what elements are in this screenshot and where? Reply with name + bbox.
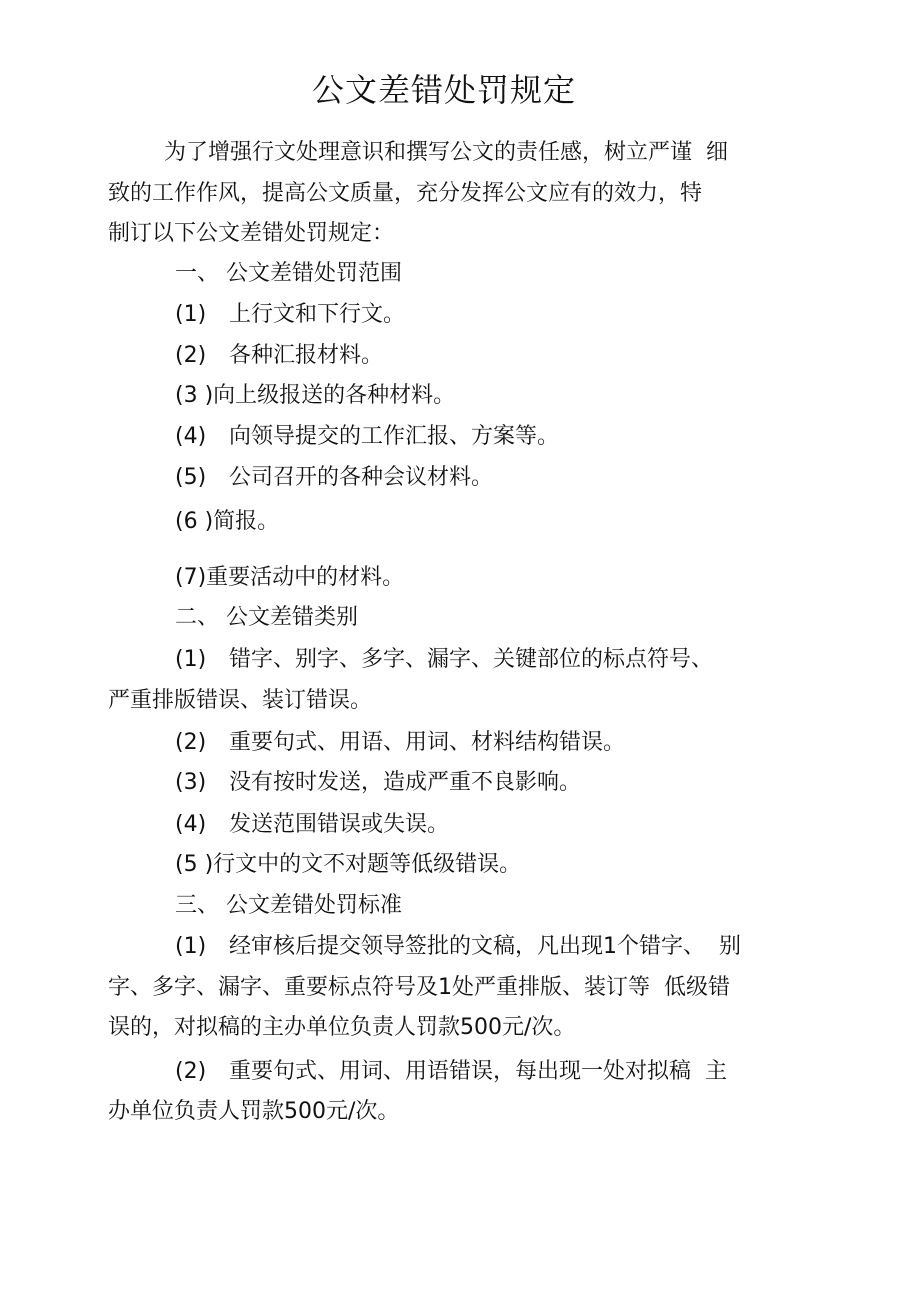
item-text: 公司召开的各种会议材料。 <box>229 465 494 490</box>
item-number: (3) <box>175 770 207 795</box>
item-text: 各种汇报材料。 <box>229 343 384 368</box>
item-number: (4) <box>175 424 207 449</box>
list-item <box>175 422 559 452</box>
intro-line-2: 致的工作作风，提高公文质量，充分发挥公文应有的效力，特 <box>108 181 703 206</box>
item-number: (5) <box>175 465 207 490</box>
list-item <box>175 300 405 330</box>
item-text: 重要句式、用语、用词、材料结构错误。 <box>229 730 626 755</box>
list-item: (5 )行文中的文不对题等低级错误。 <box>175 852 522 877</box>
item-text: 经审核后提交领导签批的文稿，凡出现1个错字、 别 <box>229 934 741 959</box>
list-item <box>175 932 741 962</box>
list-item-continuation: 字、多字、漏字、重要标点符号及1处严重排版、装订等 低级错 <box>108 975 730 1000</box>
item-number: (2) <box>175 730 207 755</box>
list-item <box>175 645 713 675</box>
list-item: (3 )向上级报送的各种材料。 <box>175 383 456 408</box>
list-item-continuation: 误的，对拟稿的主办单位负责人罚款500元/次。 <box>108 1015 576 1040</box>
item-number: (1) <box>175 647 207 672</box>
item-number: (1) <box>175 302 207 327</box>
item-text: 发送范围错误或失误。 <box>229 812 450 837</box>
list-item <box>175 810 449 840</box>
item-text: 上行文和下行文。 <box>229 302 406 327</box>
list-item: (6 )简报。 <box>175 509 280 534</box>
intro-line-1: 为了增强行文处理意识和撰写公文的责任感，树立严谨 细 <box>164 140 728 165</box>
item-number: (2) <box>175 343 207 368</box>
section-2-heading: 二、 公文差错类别 <box>175 605 358 630</box>
item-number: (2) <box>175 1059 207 1084</box>
list-item <box>175 463 493 493</box>
item-text: 错字、别字、多字、漏字、关键部位的标点符号、 <box>229 647 714 672</box>
list-item <box>175 341 383 371</box>
document-title: 公文差错处罚规定 <box>311 71 576 109</box>
list-item-continuation: 严重排版错误、装订错误。 <box>108 688 373 713</box>
item-text: 重要句式、用词、用语错误，每出现一处对拟稿 主 <box>229 1059 727 1084</box>
list-item <box>175 768 581 798</box>
list-item-continuation: 办单位负责人罚款500元/次。 <box>108 1099 400 1124</box>
list-item: (7)重要活动中的材料。 <box>175 565 405 590</box>
intro-line-3: 制订以下公文差错处罚规定： <box>108 221 395 246</box>
section-1-heading: 一、 公文差错处罚范围 <box>175 261 402 286</box>
list-item <box>175 728 625 758</box>
item-text: 向领导提交的工作汇报、方案等。 <box>229 424 560 449</box>
list-item <box>175 1057 727 1087</box>
section-3-heading: 三、 公文差错处罚标准 <box>175 893 402 918</box>
item-text: 没有按时发送，造成严重不良影响。 <box>229 770 582 795</box>
item-number: (4) <box>175 812 207 837</box>
item-number: (1) <box>175 934 207 959</box>
